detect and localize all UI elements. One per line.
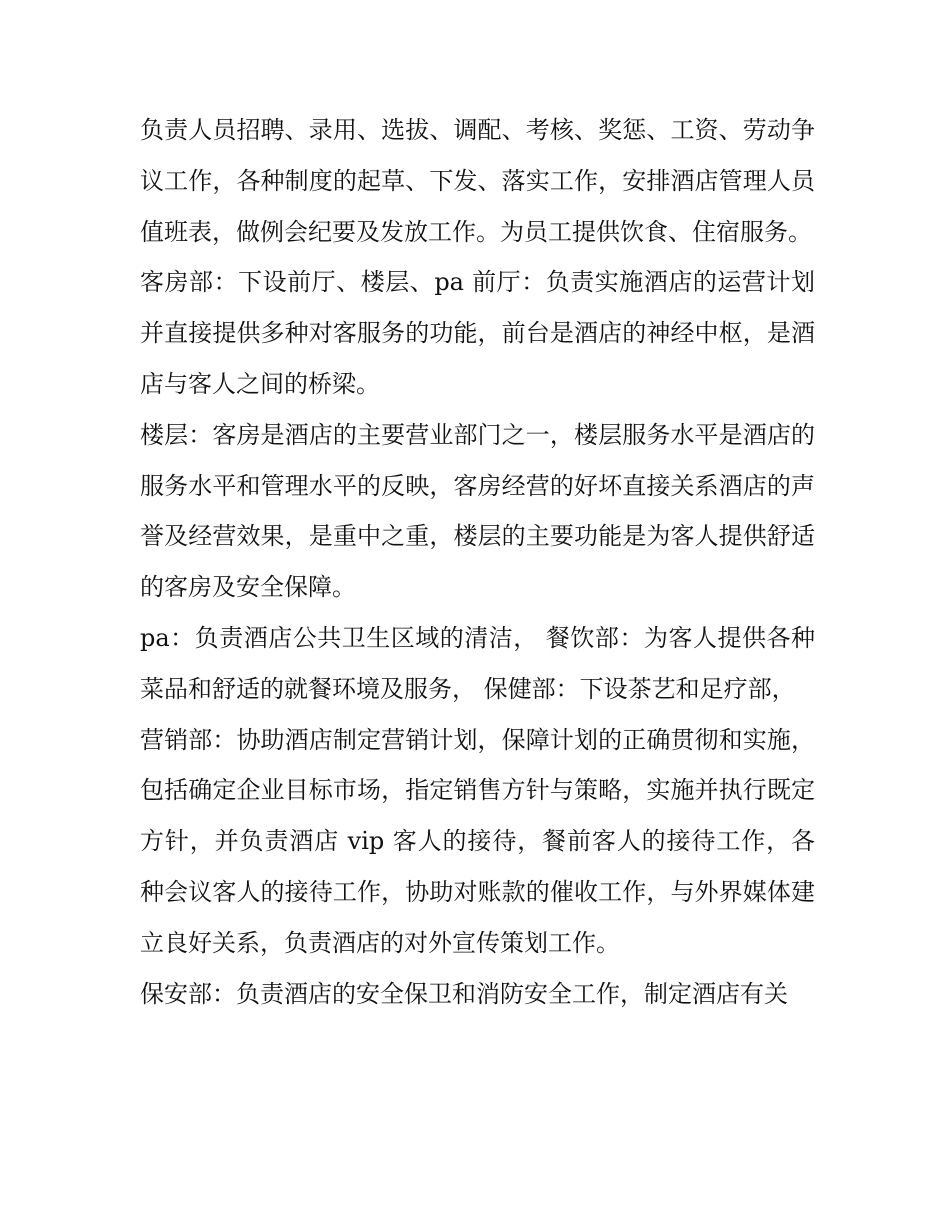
paragraph-pa-catering-health: pa：负责酒店公共卫生区域的清洁， 餐饮部：为客人提供各种菜品和舒适的就餐环境及服务， 保健部：下设茶艺和足疗部， [140, 623, 815, 703]
paragraph-hr-duties: 负责人员招聘、录用、选拔、调配、考核、奖惩、工资、劳动争议工作，各种制度的起草、下发、落实工作，安排酒店管理人员值班表，做例会纪要及发放工作。为员工提供饮食、住宿服务。 [140, 116, 815, 246]
paragraph-floor-service: 楼层：客房是酒店的主要营业部门之一，楼层服务水平是酒店的服务水平和管理水平的反映，客房经营的好坏直接关系酒店的声誉及经营效果，是重中之重，楼层的主要功能是为客人提供舒适的客房及安全保障。 [140, 420, 815, 602]
paragraph-security-dept: 保安部：负责酒店的安全保卫和消防安全工作，制定酒店有关 [140, 979, 788, 1008]
paragraph-housekeeping-dept: 客房部：下设前厅、楼层、pa 前厅：负责实施酒店的运营计划并直接提供多种对客服务的功能，前台是酒店的神经中枢，是酒店与客人之间的桥梁。 [140, 268, 815, 398]
document-body [140, 105, 815, 1019]
paragraph-sales-dept: 营销部：协助酒店制定营销计划，保障计划的正确贯彻和实施，包括确定企业目标市场，指定销售方针与策略，实施并执行既定方针，并负责酒店 vip 客人的接待，餐前客人的接待工作，各种会议客人的接待工作，协助对账款的催收工作，与外界媒体建立良好关系，负责酒店的对外宣传策划工作。 [140, 725, 815, 957]
